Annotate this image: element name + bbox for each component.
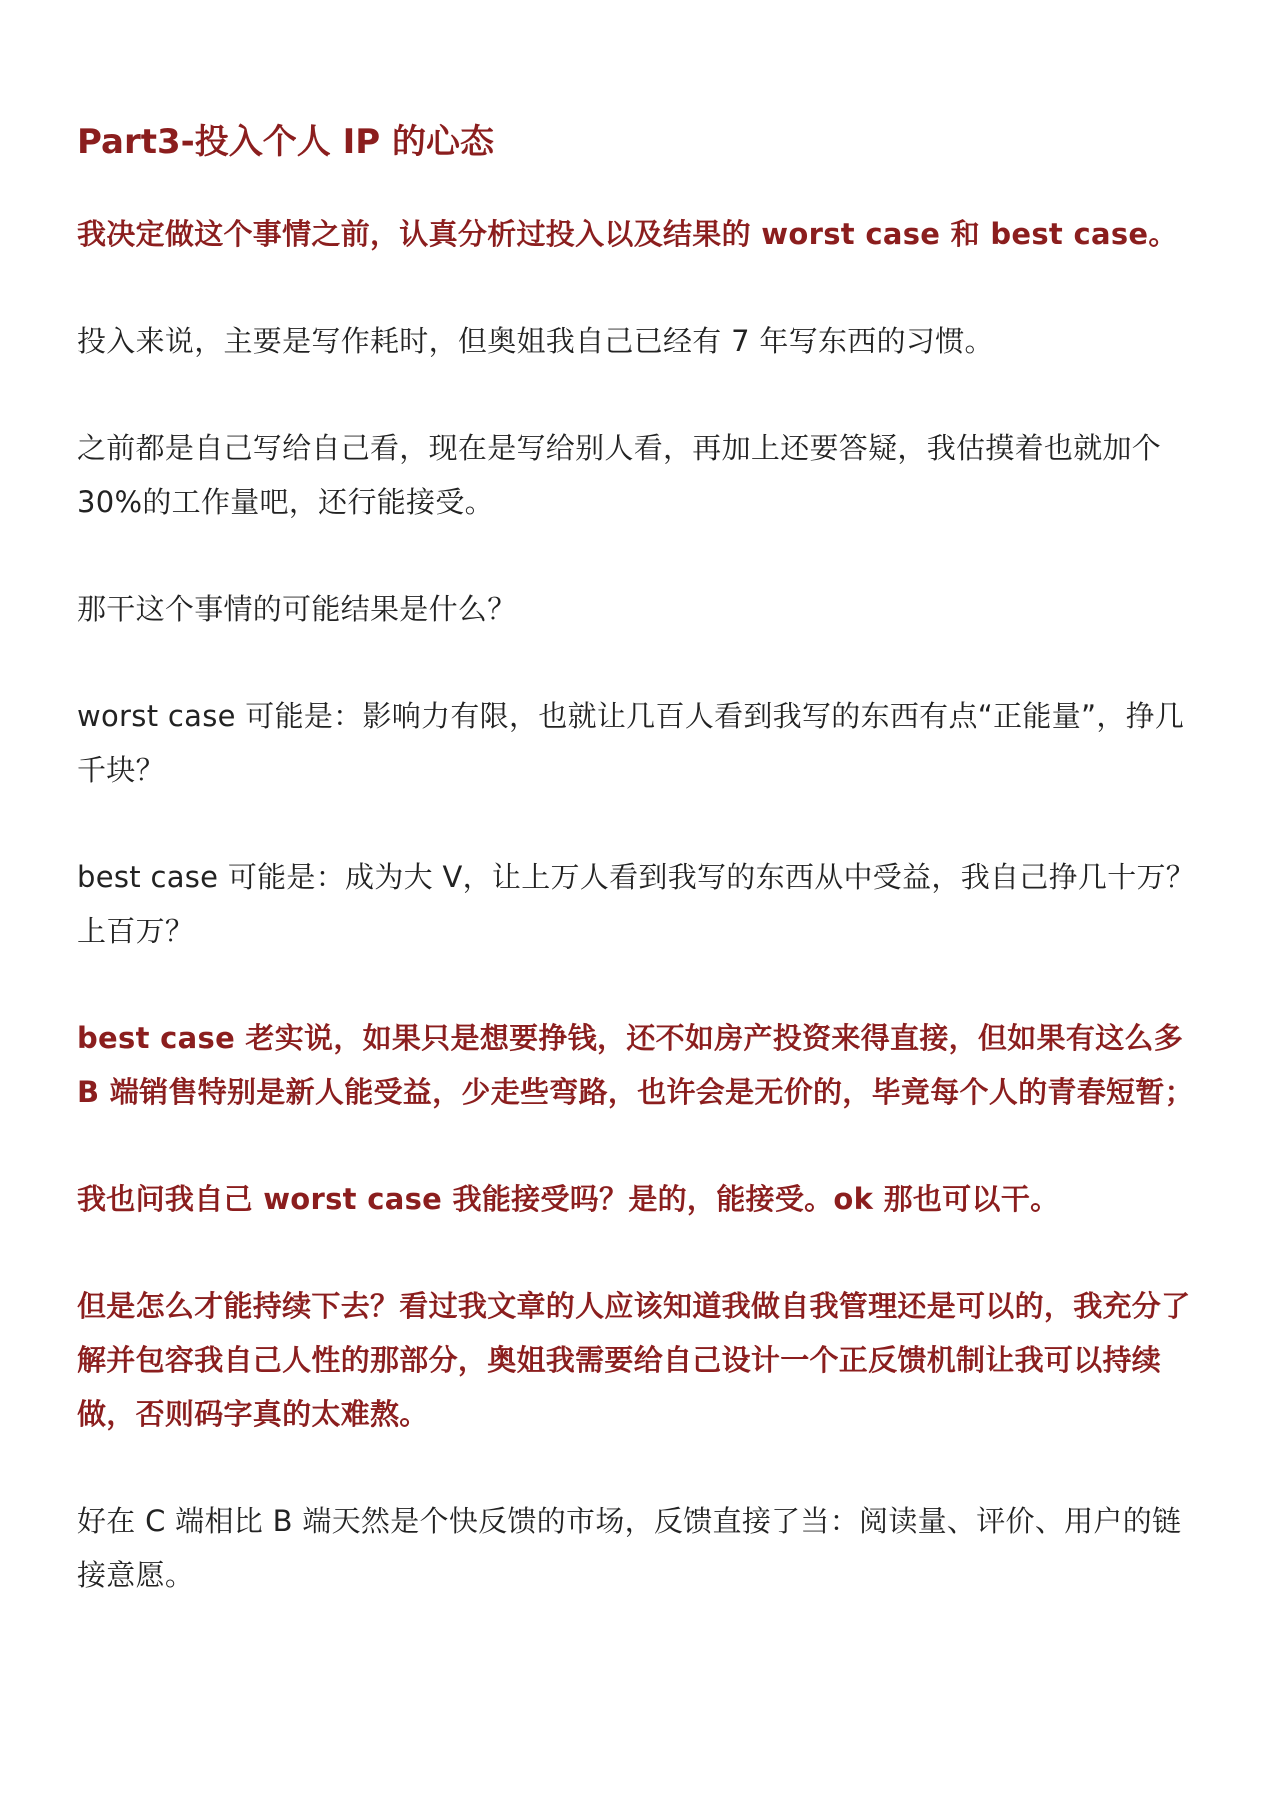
paragraph-input: 投入来说，主要是写作耗时，但奥姐我自己已经有 7 年写东西的习惯。 [77,324,994,358]
paragraph-decision: 我决定做这个事情之前，认真分析过投入以及结果的 worst case 和 best case。 [77,217,1178,251]
paragraph-question: 那干这个事情的可能结果是什么？ [77,592,517,626]
paragraph-feedback-mechanism: 但是怎么才能持续下去？看过我文章的人应该知道我做自我管理还是可以的，我充分了解并包容我自己人性的那部分，奥姐我需要给自己设计一个正反馈机制让我可以持续做，否则码字真的太难熬。 [77,1289,1191,1431]
paragraph-accept: 我也问我自己 worst case 我能接受吗？是的，能接受。ok 那也可以干。 [77,1182,1060,1216]
paragraph-best-case: best case 可能是：成为大 V，让上万人看到我写的东西从中受益，我自己挣几十万？上百万？ [77,860,1196,948]
paragraph-workload: 之前都是自己写给自己看，现在是写给别人看，再加上还要答疑，我估摸着也就加个 30%的工作量吧，还行能接受。 [77,431,1162,519]
document-page [77,120,1207,1655]
paragraph-worst-case: worst case 可能是：影响力有限，也就让几百人看到我写的东西有点“正能量”，挣几千块？ [77,699,1185,787]
paragraph-c-market: 好在 C 端相比 B 端天然是个快反馈的市场，反馈直接了当：阅读量、评价、用户的链接意愿。 [77,1504,1182,1592]
paragraph-best-case-reflection: best case 老实说，如果只是想要挣钱，还不如房产投资来得直接，但如果有这么多 B 端销售特别是新人能受益，少走些弯路，也许会是无价的，毕竟每个人的青春短暂； [77,1021,1194,1109]
section-heading: Part3-投入个人 IP 的心态 [77,122,494,162]
